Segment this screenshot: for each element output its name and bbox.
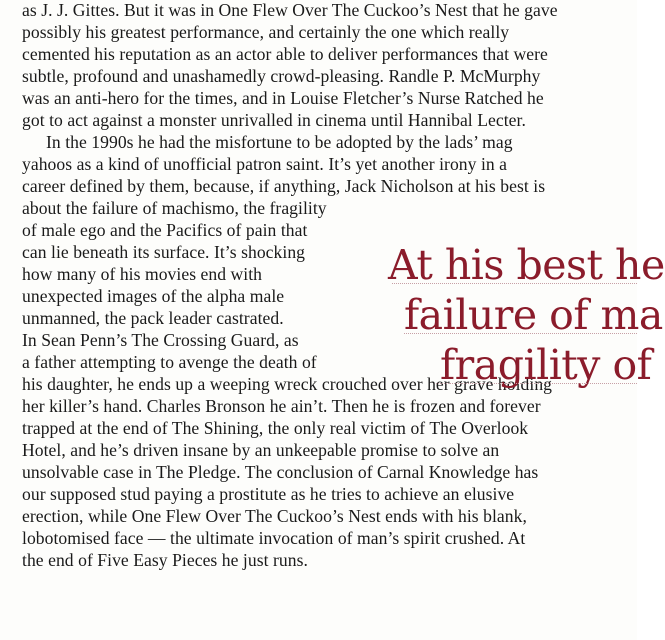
body-text-line: trapped at the end of The Shining, the only real victim of The Overlook <box>22 418 529 438</box>
pull-quote-line: fragility of <box>440 341 652 389</box>
pull-quote-divider <box>436 383 637 384</box>
body-text-line: unmanned, the pack leader castrated. <box>22 308 284 328</box>
body-text-line: In Sean Penn’s The Crossing Guard, as <box>22 330 299 350</box>
paragraph-first-line: In the 1990s he had the misfortune to be adopted by the lads’ mag <box>46 132 513 152</box>
body-text-line: erection, while One Flew Over The Cuckoo’s Nest ends with his blank, <box>22 506 527 526</box>
body-text-line: as J. J. Gittes. But it was in One Flew Over The Cuckoo’s Nest that he gave <box>22 0 558 20</box>
body-text-line: his daughter, he ends up a weeping wreck crouched over her grave holding <box>22 374 553 394</box>
body-text-line: her killer’s hand. Charles Bronson he ain’t. Then he is frozen and forever <box>22 396 541 416</box>
body-text-line: subtle, profound and unashamedly crowd-pleasing. Randle P. McMurphy <box>22 66 541 86</box>
body-text-line: about the failure of machismo, the fragility <box>22 198 327 218</box>
pull-quote-divider <box>404 333 637 334</box>
body-text-line: got to act against a monster unrivalled in cinema until Hannibal Lecter. <box>22 110 526 130</box>
body-text-line: unsolvable case in The Pledge. The conclusion of Carnal Knowledge has <box>22 462 539 482</box>
body-text-line: cemented his reputation as an actor able to deliver performances that were <box>22 44 548 64</box>
body-text-line: a father attempting to avenge the death of <box>22 352 317 372</box>
pull-quote-line: At his best he <box>388 241 665 289</box>
body-text-line: was an anti-hero for the times, and in Louise Fletcher’s Nurse Ratched he <box>22 88 544 108</box>
body-text-line: Hotel, and he’s driven insane by an unkeepable promise to solve an <box>22 440 500 460</box>
body-text-line: the end of Five Easy Pieces he just runs. <box>22 550 308 570</box>
body-text-line: of male ego and the Pacifics of pain that <box>22 220 308 240</box>
body-text-line: career defined by them, because, if anything, Jack Nicholson at his best is <box>22 176 546 196</box>
body-text-line: possibly his greatest performance, and certainly the one which really <box>22 22 510 42</box>
pull-quote-divider <box>392 283 637 284</box>
body-text-line: our supposed stud paying a prostitute as he tries to achieve an elusive <box>22 484 515 504</box>
body-text-line: unexpected images of the alpha male <box>22 286 285 306</box>
body-text-line: lobotomised face — the ultimate invocation of man’s spirit crushed. At <box>22 528 526 548</box>
body-text-line: can lie beneath its surface. It’s shocking <box>22 242 306 262</box>
body-text-line: how many of his movies end with <box>22 264 263 284</box>
body-text-line: yahoos as a kind of unofficial patron saint. It’s yet another irony in a <box>22 154 508 174</box>
pull-quote-line: failure of ma <box>404 291 663 339</box>
